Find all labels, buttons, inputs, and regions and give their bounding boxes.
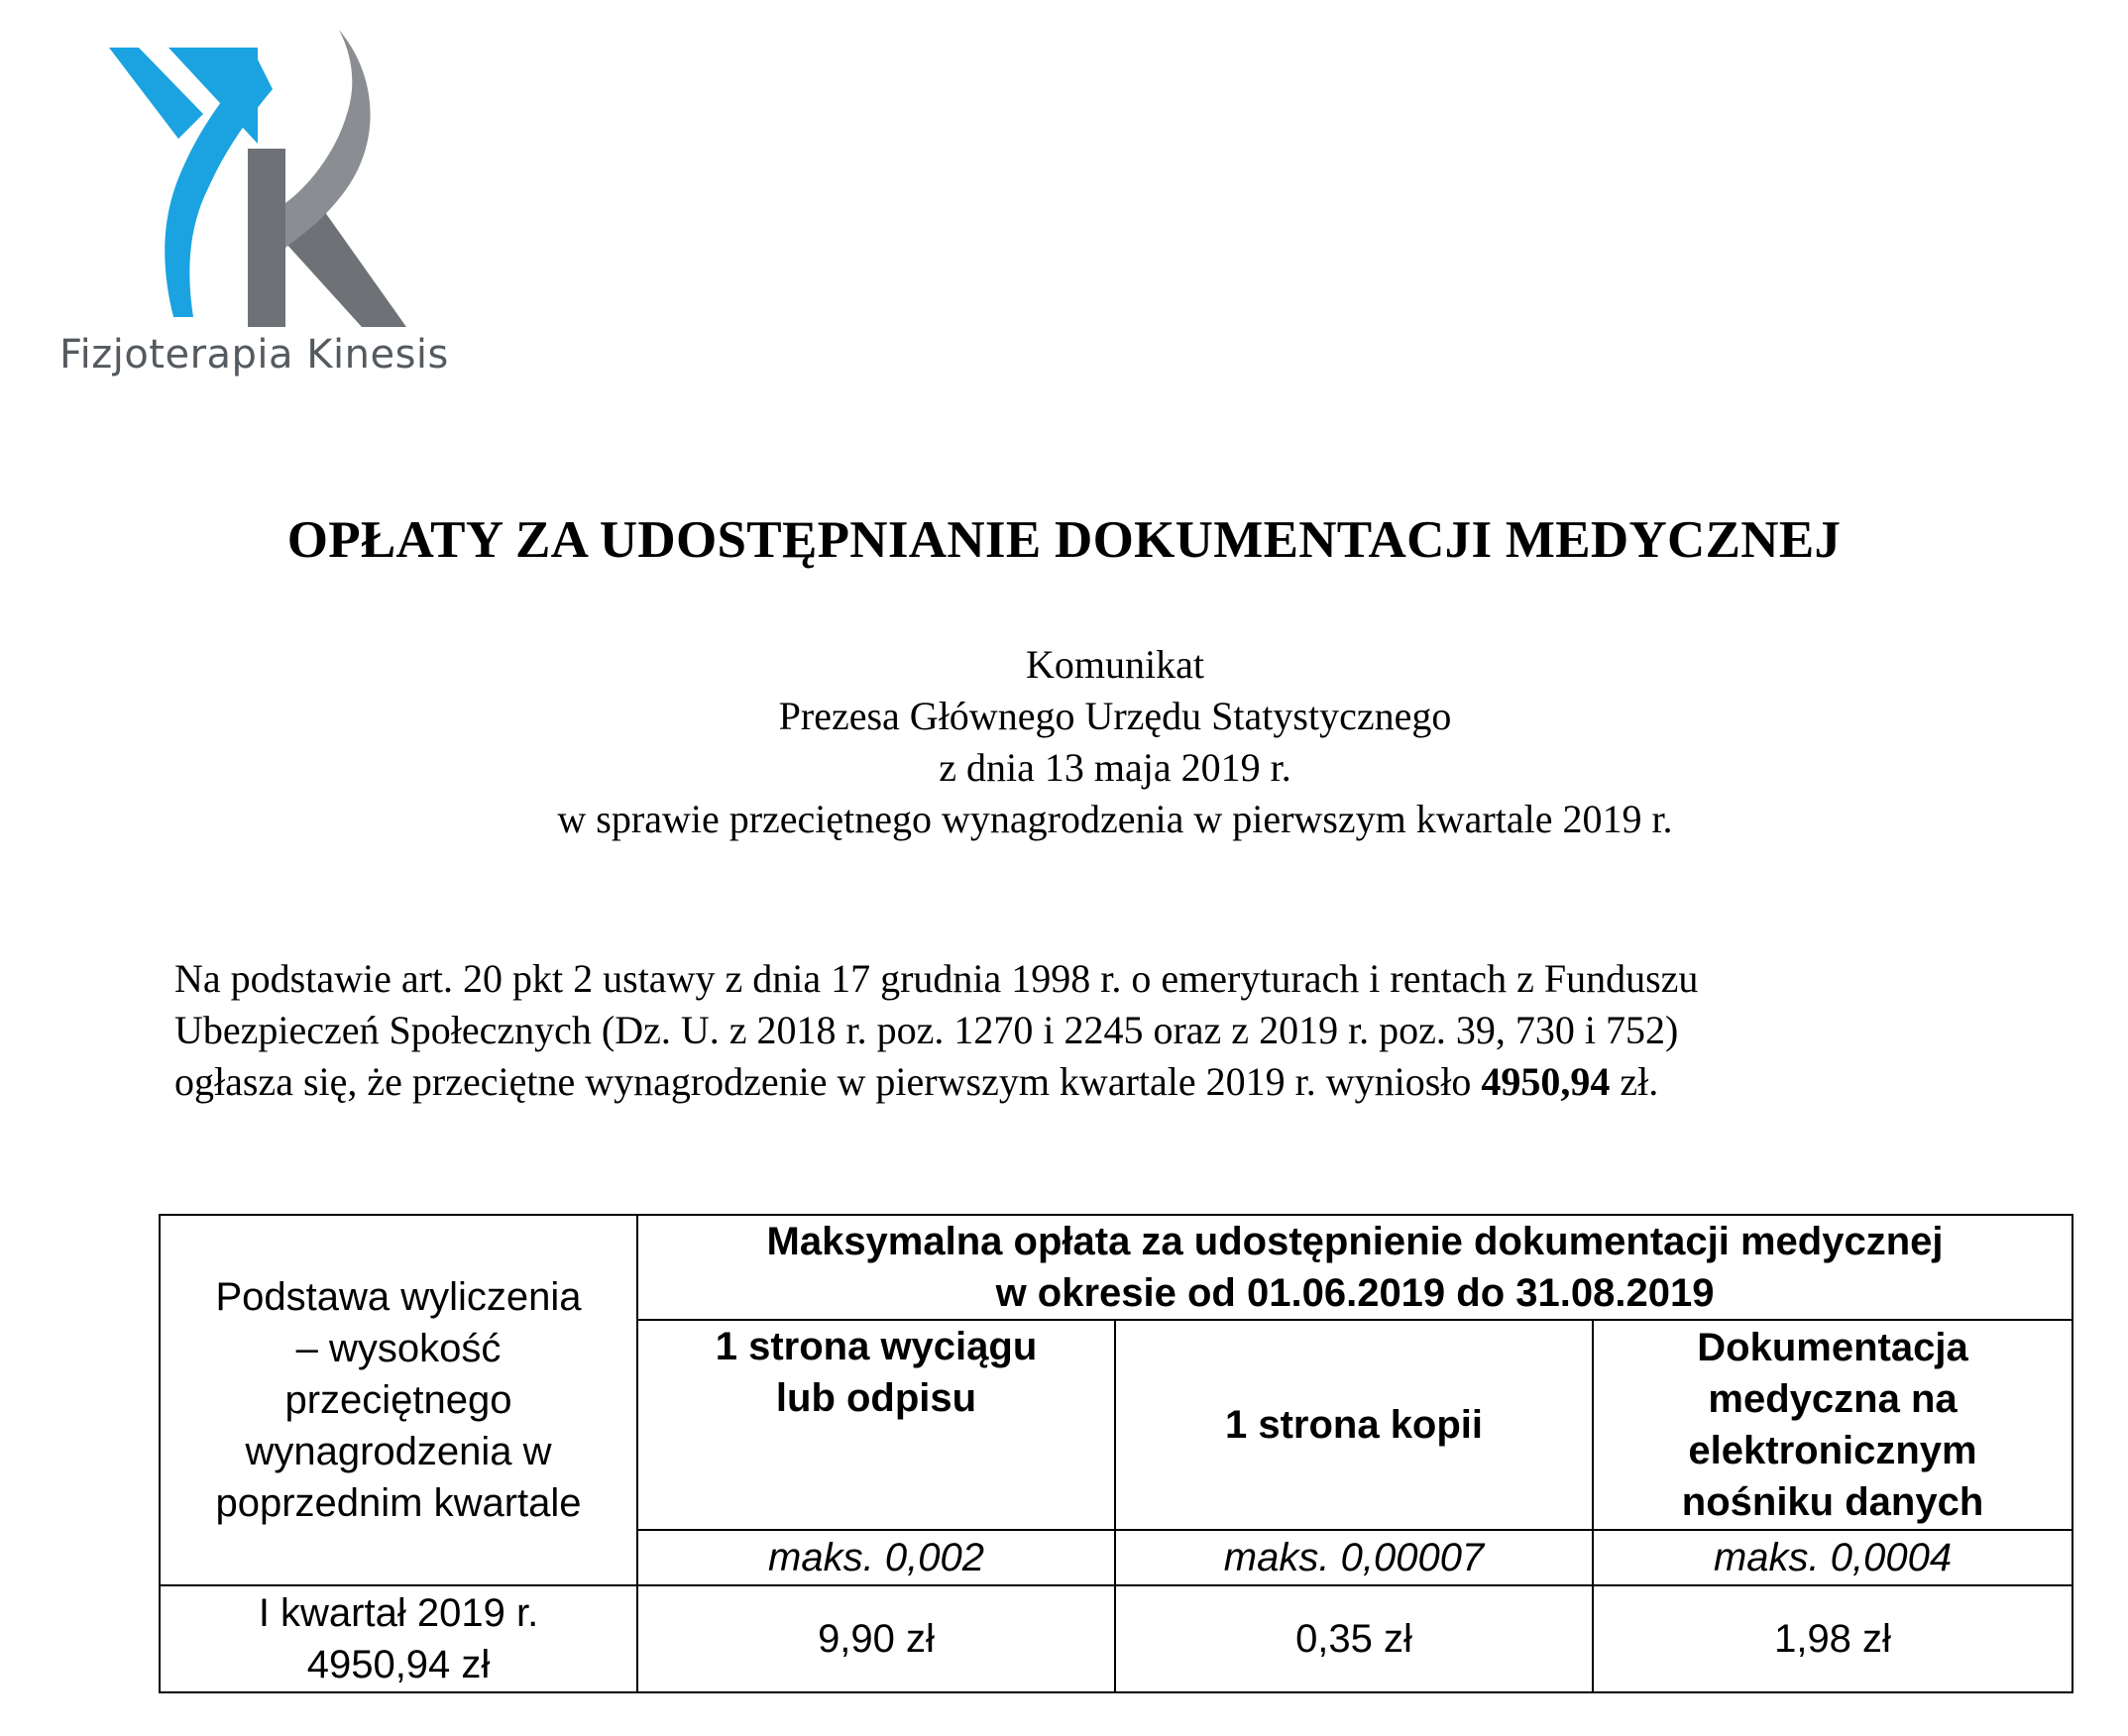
header-text: w okresie od 01.06.2019 do 31.08.2019 [995, 1271, 1715, 1315]
period-amount: 4950,94 zł [306, 1643, 491, 1686]
paragraph-line [174, 1056, 2038, 1108]
announcement-header [0, 639, 2128, 845]
coefficient-cell: maks. 0,002 [637, 1530, 1115, 1585]
announcement-line: Komunikat [1026, 642, 1204, 687]
header-text: 1 strona kopii [1224, 1403, 1484, 1447]
company-logo [50, 30, 505, 406]
max-fee-header-cell [637, 1215, 2072, 1320]
fee-table [159, 1214, 2073, 1693]
header-text: przeciętnego [284, 1378, 512, 1422]
header-text: elektronicznym [1688, 1429, 1977, 1472]
paragraph-text: ogłasza się, że przeciętne wynagrodzenie w pierwszym kwartale 2019 r. wyniosło [174, 1059, 1482, 1104]
period-label: I kwartał 2019 r. [258, 1591, 539, 1635]
value-cell: 9,90 zł [637, 1585, 1115, 1692]
value-cell: 1,98 zł [1593, 1585, 2072, 1692]
basis-header-cell [160, 1215, 637, 1585]
value-cell: 0,35 zł [1115, 1585, 1593, 1692]
paragraph-text: zł. [1610, 1059, 1659, 1104]
paragraph-line: Na podstawie art. 20 pkt 2 ustawy z dnia 17 grudnia 1998 r. o emeryturach i rentach z Funduszu [174, 956, 1699, 1001]
kinesis-logo-icon [109, 30, 446, 327]
header-text: Dokumentacja [1697, 1326, 1968, 1369]
table-header-row [160, 1215, 2072, 1320]
logo-text: Fizjoterapia Kinesis [59, 332, 449, 378]
header-text: Maksymalna opłata za udostępnienie dokumentacji medycznej [766, 1220, 1944, 1263]
header-text: lub odpisu [775, 1376, 977, 1420]
table-row [160, 1585, 2072, 1692]
column-header-extract [637, 1320, 1115, 1530]
header-text: poprzednim kwartale [215, 1481, 582, 1525]
header-text: Podstawa wyliczenia [215, 1275, 582, 1319]
header-text: – wysokość [295, 1327, 502, 1370]
announcement-line: Prezesa Głównego Urzędu Statystycznego [778, 694, 1452, 738]
announcement-line: w sprawie przeciętnego wynagrodzenia w pierwszym kwartale 2019 r. [557, 797, 1673, 841]
period-cell [160, 1585, 637, 1692]
header-text: nośniku danych [1681, 1480, 1984, 1524]
body-paragraph [174, 953, 2038, 1108]
column-header-copy [1115, 1320, 1593, 1530]
header-text: wynagrodzenia w [245, 1430, 552, 1473]
column-header-electronic [1593, 1320, 2072, 1530]
header-text: 1 strona wyciągu [715, 1325, 1038, 1368]
average-salary-amount: 4950,94 [1481, 1059, 1611, 1104]
coefficient-cell: maks. 0,00007 [1115, 1530, 1593, 1585]
coefficient-cell: maks. 0,0004 [1593, 1530, 2072, 1585]
paragraph-line: Ubezpieczeń Społecznych (Dz. U. z 2018 r. poz. 1270 i 2245 oraz z 2019 r. poz. 39, 730 i 752) [174, 1008, 1679, 1052]
header-text: medyczna na [1708, 1377, 1958, 1421]
page-title: OPŁATY ZA UDOSTĘPNIANIE DOKUMENTACJI MEDYCZNEJ [286, 511, 1842, 569]
announcement-line: z dnia 13 maja 2019 r. [939, 745, 1291, 790]
